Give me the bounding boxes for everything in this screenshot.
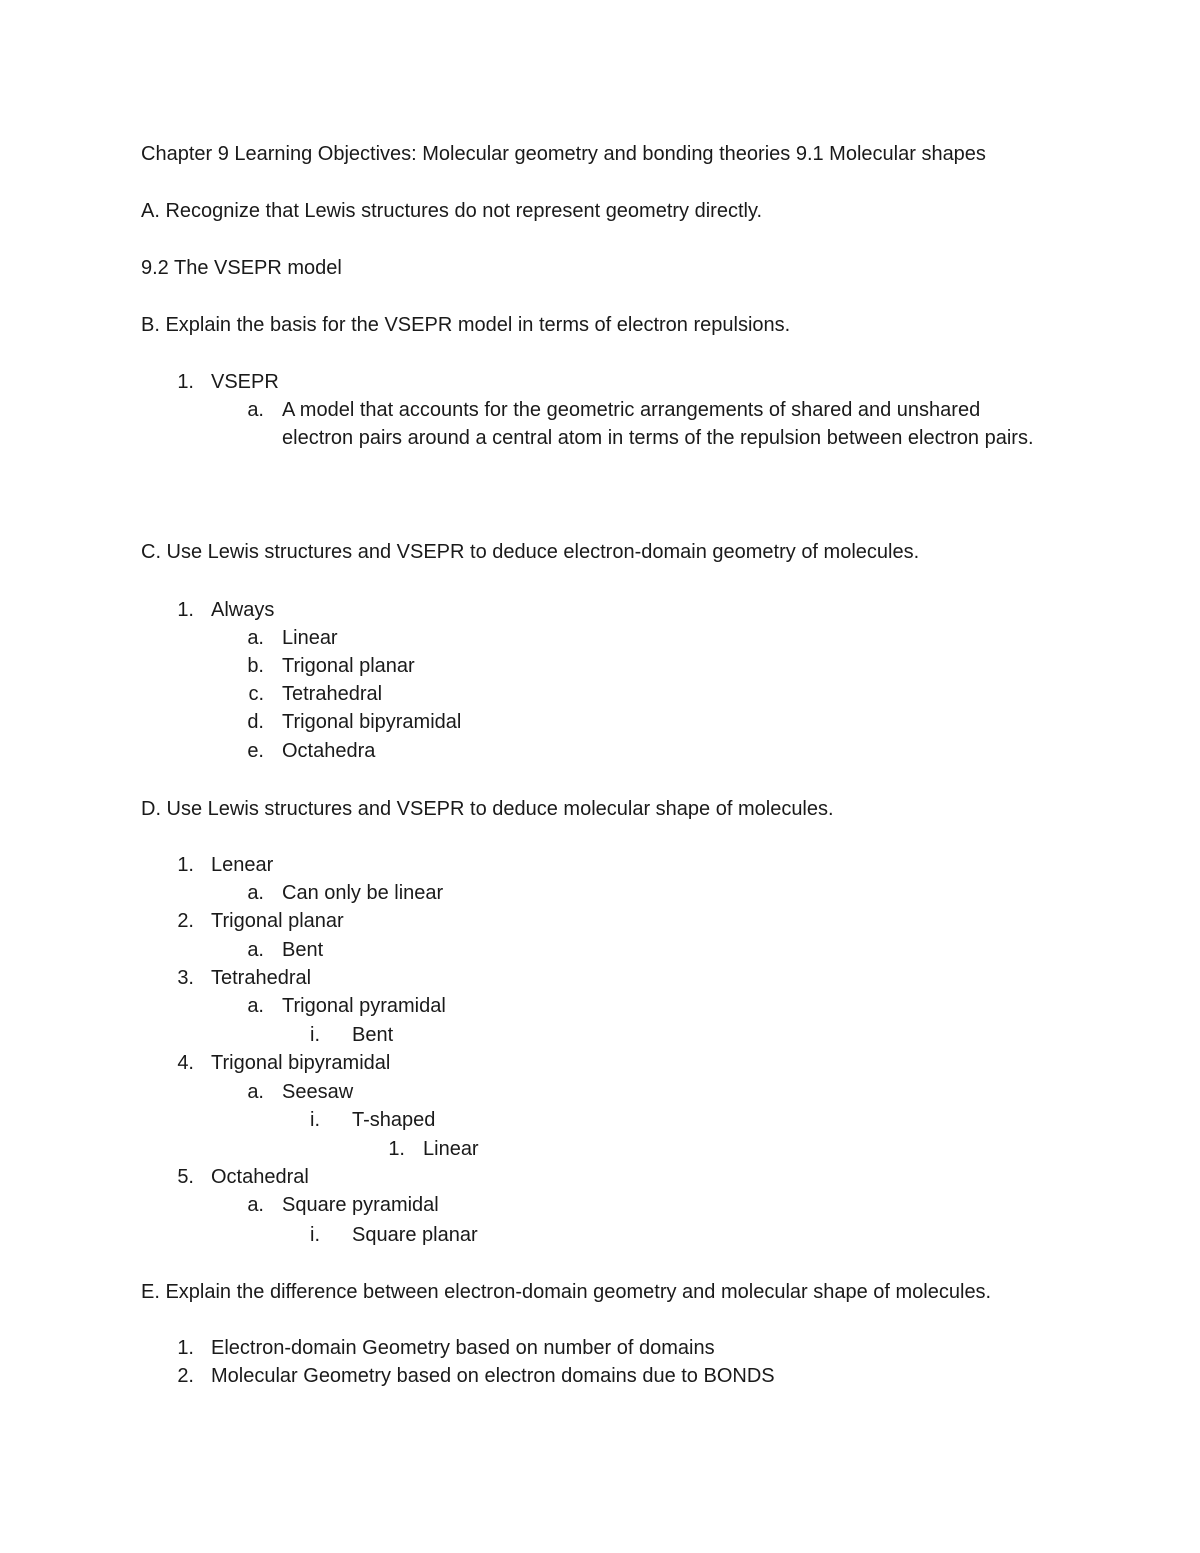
list-marker: 5.	[177, 1166, 194, 1188]
list-item: Trigonal pyramidal	[282, 995, 446, 1017]
list-item: Trigonal planar	[282, 655, 415, 677]
list-marker: d.	[247, 711, 264, 733]
list-marker: 1.	[388, 1138, 405, 1160]
list-item: Can only be linear	[282, 882, 444, 904]
list-item: T-shaped	[352, 1109, 436, 1131]
list-item: Trigonal bipyramidal	[282, 711, 462, 733]
objective-a: A. Recognize that Lewis structures do not represent geometry directly.	[141, 200, 763, 222]
list-marker: i.	[310, 1024, 320, 1046]
objective-d: D. Use Lewis structures and VSEPR to deduce molecular shape of molecules.	[141, 798, 834, 820]
list-marker: a.	[247, 882, 264, 904]
list-marker: a.	[247, 627, 264, 649]
list-marker: 1.	[177, 599, 194, 621]
list-item: Linear	[282, 627, 338, 649]
list-marker: 1.	[177, 371, 194, 393]
list-marker: a.	[247, 399, 264, 421]
list-item: Trigonal planar	[211, 910, 344, 932]
list-item: Trigonal bipyramidal	[211, 1052, 391, 1074]
list-item: Always	[211, 599, 275, 621]
page-heading: Chapter 9 Learning Objectives: Molecular geometry and bonding theories 9.1 Molecular shapes	[141, 143, 986, 165]
list-marker: 1.	[177, 1337, 194, 1359]
list-item: Molecular Geometry based on electron domains due to BONDS	[211, 1365, 775, 1387]
list-item: Bent	[352, 1024, 394, 1046]
list-marker: 2.	[177, 910, 194, 932]
objective-c: C. Use Lewis structures and VSEPR to deduce electron-domain geometry of molecules.	[141, 541, 920, 563]
list-item: Octahedral	[211, 1166, 309, 1188]
list-marker: 1.	[177, 854, 194, 876]
list-item: Bent	[282, 939, 324, 961]
list-marker: 2.	[177, 1365, 194, 1387]
list-marker: c.	[248, 683, 264, 705]
list-item: Octahedra	[282, 740, 376, 762]
list-marker: b.	[247, 655, 264, 677]
list-marker: e.	[247, 740, 264, 762]
list-item: Tetrahedral	[282, 683, 383, 705]
list-item: A model that accounts for the geometric arrangements of shared and unshared electron pairs around a central atom in terms of the repulsion between electron pairs.	[282, 399, 1034, 450]
list-marker: a.	[247, 1081, 264, 1103]
list-marker: a.	[247, 1194, 264, 1216]
list-marker: a.	[247, 939, 264, 961]
list-item: Electron-domain Geometry based on number of domains	[211, 1337, 715, 1359]
objective-b: B. Explain the basis for the VSEPR model in terms of electron repulsions.	[141, 314, 791, 336]
list-marker: i.	[310, 1109, 320, 1131]
list-marker: 4.	[177, 1052, 194, 1074]
list-item: Square planar	[352, 1224, 478, 1246]
list-item: VSEPR	[211, 371, 279, 393]
list-marker: 3.	[177, 967, 194, 989]
list-marker: a.	[247, 995, 264, 1017]
list-item: Square pyramidal	[282, 1194, 439, 1216]
list-item: Tetrahedral	[211, 967, 312, 989]
section-heading-9-2: 9.2 The VSEPR model	[141, 257, 342, 279]
list-item: Linear	[423, 1138, 479, 1160]
objective-e: E. Explain the difference between electron-domain geometry and molecular shape of molecules.	[141, 1281, 992, 1303]
list-item: Seesaw	[282, 1081, 354, 1103]
list-item: Lenear	[211, 854, 274, 876]
list-marker: i.	[310, 1224, 320, 1246]
